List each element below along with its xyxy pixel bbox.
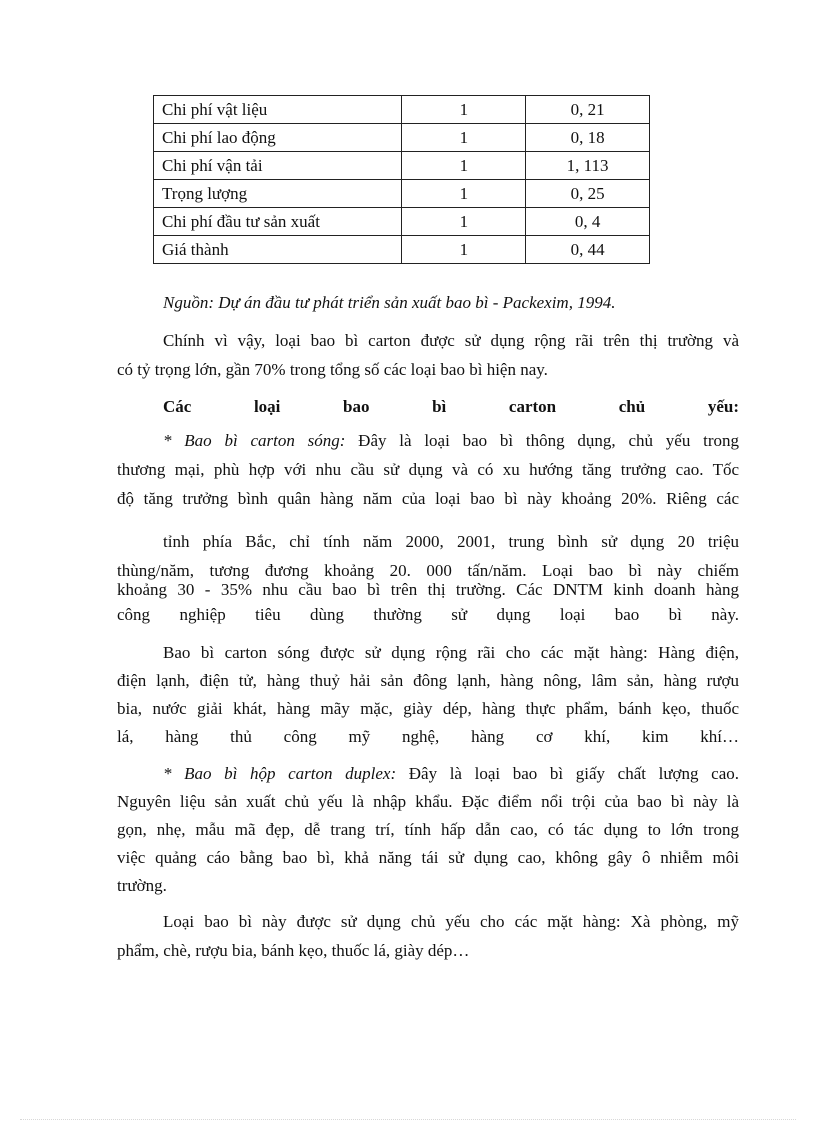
section-heading: Các loại bao bì carton chủ yếu: <box>163 397 739 416</box>
cell-label: Chi phí vật liệu <box>154 96 402 124</box>
cell-label: Chi phí vận tải <box>154 152 402 180</box>
cell-value: 0, 21 <box>526 96 650 124</box>
corrugated-title: * Bao bì carton sóng: <box>163 431 346 450</box>
cell-base: 1 <box>402 180 526 208</box>
paragraph-line: Chính vì vậy, loại bao bì carton được sử dụng rộng rãi trên thị trường và <box>163 331 739 350</box>
table-row <box>154 152 650 180</box>
table-row <box>154 124 650 152</box>
paragraph-line: bia, nước giải khát, hàng mãy mặc, giày dép, hàng thực phẩm, bánh kẹo, thuốc <box>117 699 739 718</box>
cell-label: Chi phí đầu tư sản xuất <box>154 208 402 236</box>
cell-value: 0, 18 <box>526 124 650 152</box>
paragraph-line: độ tăng trưởng bình quân hàng năm của loại bao bì này khoảng 20%. Riêng các <box>117 489 739 508</box>
paragraph-line: tỉnh phía Bắc, chỉ tính năm 2000, 2001, trung bình sử dụng 20 triệu <box>163 532 739 551</box>
paragraph-line: có tỷ trọng lớn, gần 70% trong tổng số các loại bao bì hiện nay. <box>117 360 548 379</box>
duplex-title: * Bao bì hộp carton duplex: <box>163 764 397 783</box>
paragraph-line: phẩm, chè, rượu bia, bánh kẹo, thuốc lá, giày dép… <box>117 941 470 960</box>
paragraph-line: lá, hàng thủ công mỹ nghệ, hàng cơ khí, kim khí… <box>117 727 739 746</box>
cell-label: Trọng lượng <box>154 180 402 208</box>
cost-comparison-table <box>153 95 650 264</box>
paragraph-line <box>163 431 739 453</box>
paragraph-line: khoảng 30 - 35% nhu cầu bao bì trên thị trường. Các DNTM kinh doanh hàng <box>117 580 739 599</box>
paragraph-line: Bao bì carton sóng được sử dụng rộng rãi cho các mặt hàng: Hàng điện, <box>163 643 739 662</box>
cell-base: 1 <box>402 96 526 124</box>
corrugated-line-rest: Đây là loại bao bì thông dụng, chủ yếu trong <box>345 431 739 450</box>
paragraph-line: điện lạnh, điện tử, hàng thuỷ hải sản đông lạnh, hàng nông, lâm sản, hàng rượu <box>117 671 739 690</box>
table-row <box>154 208 650 236</box>
paragraph-line <box>163 764 739 786</box>
cell-base: 1 <box>402 236 526 264</box>
paragraph-line: thùng/năm, tương đương khoảng 20. 000 tấn/năm. Loại bao bì này chiếm <box>117 561 739 580</box>
paragraph-line: công nghiệp tiêu dùng thường sử dụng loại bao bì này. <box>117 605 739 624</box>
paragraph-line: việc quảng cáo bằng bao bì, khả năng tái sử dụng cao, không gây ô nhiễm môi <box>117 848 739 867</box>
paragraph-line: Nguyên liệu sản xuất chủ yếu là nhập khẩu. Đặc điểm nổi trội của bao bì này là <box>117 792 739 811</box>
table-row <box>154 180 650 208</box>
cell-value: 0, 44 <box>526 236 650 264</box>
cell-label: Giá thành <box>154 236 402 264</box>
cell-value: 1, 113 <box>526 152 650 180</box>
cell-base: 1 <box>402 124 526 152</box>
table-row <box>154 236 650 264</box>
paragraph-line: trường. <box>117 876 167 895</box>
cell-base: 1 <box>402 208 526 236</box>
source-note: Nguồn: Dự án đầu tư phát triển sản xuất bao bì - Packexim, 1994. <box>163 293 616 312</box>
paragraph-line: Loại bao bì này được sử dụng chủ yếu cho các mặt hàng: Xà phòng, mỹ <box>163 912 739 931</box>
paragraph-line: gọn, nhẹ, mẫu mã đẹp, dễ trang trí, tính hấp dẫn cao, có tác dụng to lớn trong <box>117 820 739 839</box>
duplex-line-rest: Đây là loại bao bì giấy chất lượng cao. <box>396 764 739 783</box>
footer-divider <box>20 1119 796 1120</box>
cell-value: 0, 25 <box>526 180 650 208</box>
paragraph-line: thương mại, phù hợp với nhu cầu sử dụng và có xu hướng tăng trưởng cao. Tốc <box>117 460 739 479</box>
cell-base: 1 <box>402 152 526 180</box>
cell-value: 0, 4 <box>526 208 650 236</box>
cell-label: Chi phí lao động <box>154 124 402 152</box>
table-row <box>154 96 650 124</box>
